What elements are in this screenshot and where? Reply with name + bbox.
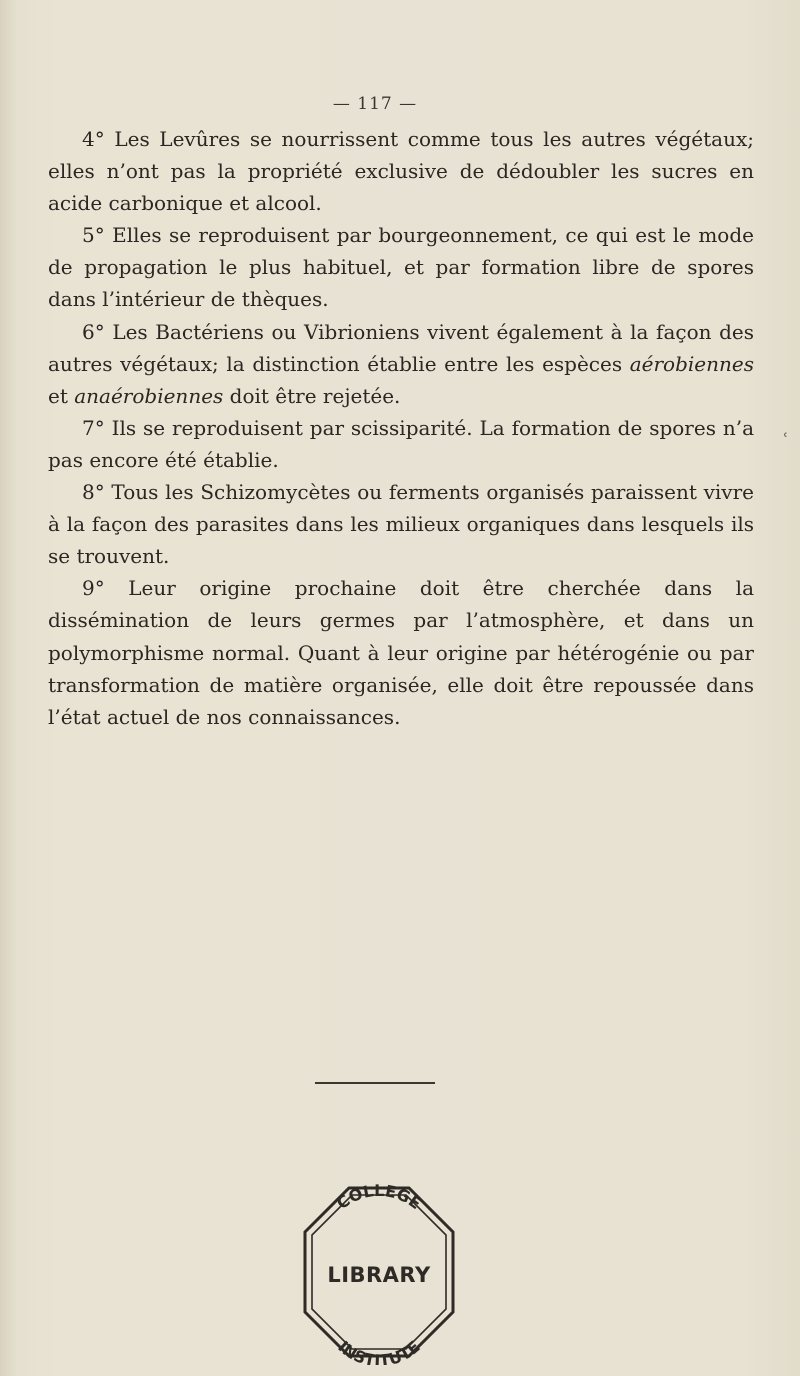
paragraph-text: 8° Tous les Schizomycètes ou ferments organisés paraissent vivre à la façon des parasites dans les milieux organiques dans lesquels ils se trouvent. [48,480,754,569]
stamp-bottom-text: INSTITUTE [334,1336,424,1365]
stamp-label: LIBRARY [327,1263,431,1287]
library-stamp [287,1180,467,1365]
paragraph-text: 6° Les Bactériens ou Vibrioniens vivent également à la façon des autres végétaux; la distinction établie entre les espèces [48,319,754,376]
paragraph-8 [48,476,754,572]
paragraph-4 [48,123,754,219]
italic-term: anaérobiennes [74,383,224,408]
paragraph-5 [48,219,754,315]
page-number: — 117 — [332,94,418,114]
section-divider [315,1082,435,1084]
paragraph-text: doit être rejetée. [223,383,401,408]
paragraph-text: 7° Ils se reproduisent par scissiparité. La formation de spores n’a pas encore été établie. [48,415,754,472]
body-text [48,123,754,733]
paragraph-6 [48,316,754,412]
stamp-top-text: COLLEGE [333,1180,425,1214]
paragraph-text: 4° Les Levûres se nourrissent comme tous les autres végétaux; elles n’ont pas la propriété exclusive de dédoubler les sucres en acide carbonique et alcool. [48,127,754,216]
library-stamp-graphic [287,1180,467,1365]
italic-term: aérobiennes [629,351,754,376]
margin-smudge: ʿ [783,430,789,451]
paragraph-text: 9° Leur origine prochaine doit être cherchée dans la dissémination de leurs germes par l’atmosphère, et dans un polymorphisme normal. Quant à leur origine par hétérogénie ou par transformation de matière organisée, elle doit être repoussée dans l’état actuel de nos connaissances. [48,576,754,729]
paragraph-7 [48,412,754,476]
paragraph-9 [48,572,754,732]
paragraph-text: 5° Elles se reproduisent par bourgeonnement, ce qui est le mode de propagation le plus habituel, et par formation libre de spores dans l’intérieur de thèques. [48,223,754,312]
paragraph-text: et [48,383,75,408]
